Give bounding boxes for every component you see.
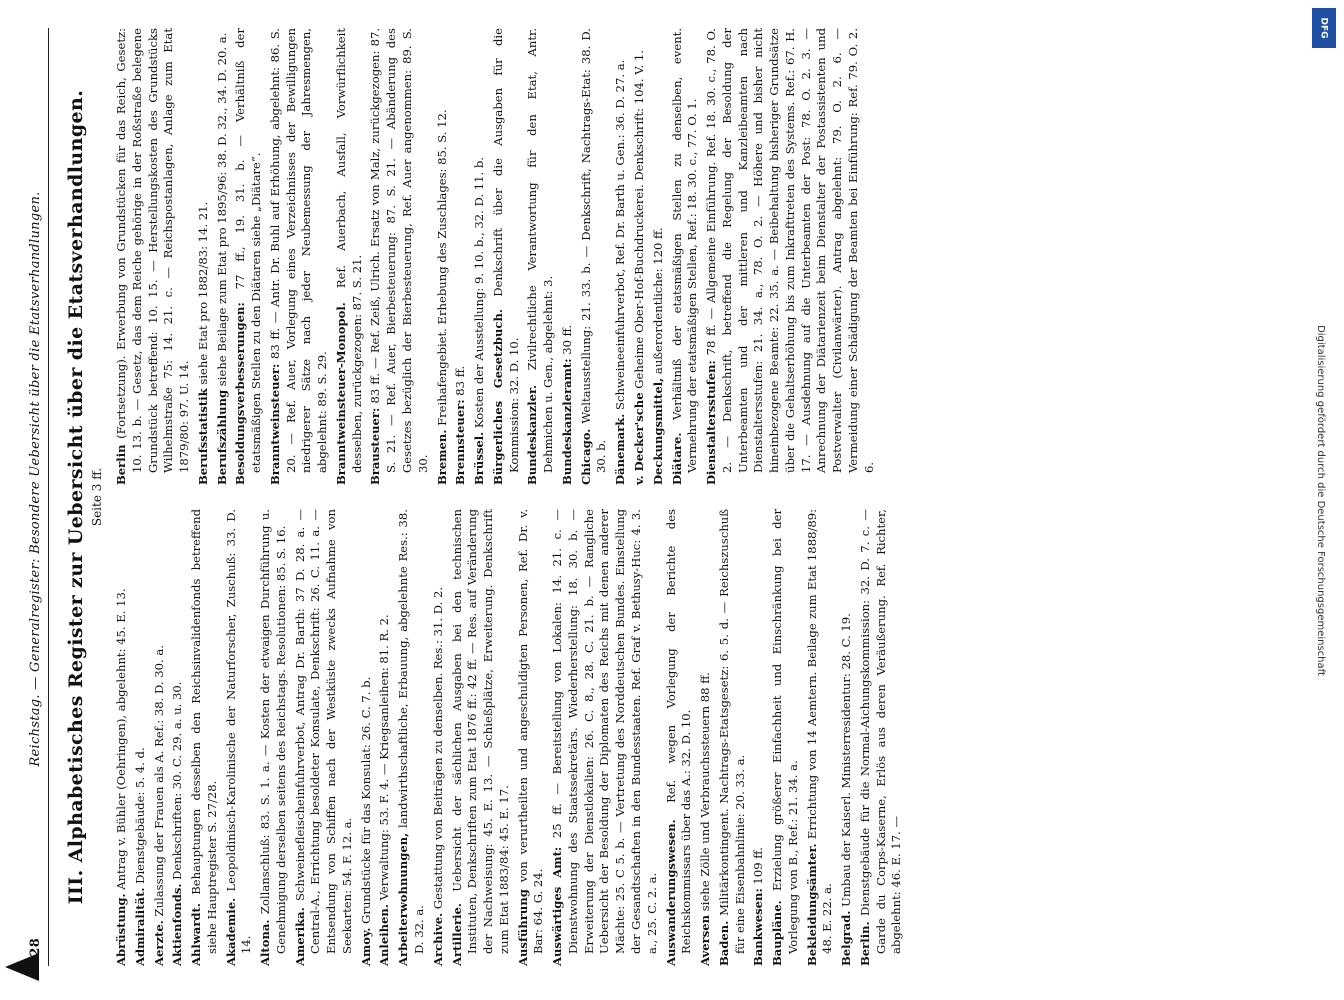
entry-text: Militärkontingent. Nachtrags-Etatsgesetz: 6. 5. d. — Reichszuschuß für eine Eisenbahnlinie: 20. 33. a. <box>716 509 747 954</box>
register-entry <box>152 509 168 966</box>
entry-keyword: Admiralität. <box>132 887 147 966</box>
register-entry <box>114 28 193 485</box>
register-entry <box>196 28 212 485</box>
entry-keyword: Artillerie. <box>449 903 464 966</box>
register-entry <box>453 28 469 485</box>
register-entry <box>839 509 855 966</box>
entry-keyword: Baden. <box>716 920 731 966</box>
register-entry <box>170 509 186 966</box>
register-entry <box>491 28 523 485</box>
entry-text: Antrag v. Bühler (Oehringen), abgelehnt: 45. E. 13. <box>114 588 128 890</box>
entry-keyword: Aktienfonds. <box>170 883 185 966</box>
entry-text: 83 ff. <box>453 365 468 396</box>
register-entry <box>670 28 702 485</box>
entry-keyword: Bankwesen: <box>751 888 766 966</box>
entry-text: Kosten der Ausstellung: 9. 10. b., 32. D. 11. b. <box>472 157 487 429</box>
left-column <box>114 509 908 966</box>
register-entry <box>431 509 447 966</box>
entry-keyword: Bundeskanzleramt: <box>559 358 574 485</box>
entry-keyword: Akademie. <box>223 897 238 966</box>
register-entry <box>698 509 714 966</box>
entry-keyword: Ausführung <box>515 889 530 966</box>
entry-text: 78 ff. — Allgemeine Einführung. Ref. 18. 30. c., 78. O. 2. — Denkschrift, betreffend die Regelung der Besoldung der Unterbeamten und der mittleren und Kanzleibeamten nach Dienstaltersstufen: 21. 34. a., 78. O. 2. — Höhere und bisher nicht hineinbezogene Beamte: 22. 35. a. — Beibehaltung bisheriger Grundsätze über die Gehaltserhöhung bis zum Inkrafttreten des Systems. Ref.: 67. H. 17. — Ausdehnung auf die Unterbeamten der Post: 78. O. 2. 3. — Anrechnung der Diätarienzeit beim Dienstalter der Postassistenten und Postverwalter (Civilanwärter). Antrag abgelehnt: 79. O. 2. 6. — Vermeidung einer Schädigung der Beamten bei Einführung: Ref. 79. O. 2. 6. <box>704 28 876 473</box>
entry-text: Ref. wegen Vorlegung der Berichte des Reichskommissars über das A.: 32. D. 10. <box>663 508 694 954</box>
entry-text: Schweineeinfuhrverbot, Ref. Dr. Barth u. Gen.: 36. D. 27. a. <box>613 59 628 410</box>
entry-text: Grundstücke für das Konsulat: 26. C. 7. b. <box>358 676 373 924</box>
entry-keyword: Belgrad. <box>839 910 854 966</box>
register-entry <box>717 509 749 966</box>
register-entry <box>704 28 877 485</box>
entry-keyword: Amerika. <box>292 907 307 966</box>
entry-text: 83 ff. — Antr. Dr. Buhl auf Erhöhung, abgelehnt: 86. S. 20. — Ref. Auer, Vorlegung eines Verzeichnisses der Bewilligungen niedrigerer Sätze nach jeder Neubemessung der Jahresmengen, abgelehnt: 89. S. 29. <box>267 28 330 473</box>
entry-keyword: Deckungsmittel, <box>650 377 665 485</box>
entry-keyword: Auswanderungswesen. <box>663 819 678 966</box>
entry-text: Verwaltung: 53. F. 4. — Kriegsanleihen: 81. R. 2. <box>377 614 392 901</box>
digitization-note <box>1300 0 1340 1000</box>
entry-keyword: Diätare. <box>669 432 684 485</box>
register-entry <box>233 28 265 485</box>
register-entry <box>613 28 629 485</box>
entry-text: Dienstgebäude: 5. 4. d. <box>132 747 147 884</box>
register-entry <box>751 509 767 966</box>
entry-text: Schweinefleischeinfuhrverbot, Antrag Dr. Barth: 37 D. 28. a. — Central-A., Errichtung besoldeter Konsulate, Denkschrift: 26. C. 11. a. — Entsendung von Schiffen nach der Westküste zwecks Aufnahme von Seekarten: 54. F. 12. a. <box>292 509 354 954</box>
entry-text: Umbau der Kaiserl. Ministerresidentur: 28. C. 19. <box>839 613 854 907</box>
section-subtitle: Seite 3 ff. <box>90 467 104 527</box>
entry-text: 25 ff. — Bereitstellung von Lokalen: 14. 21. c. — Dienstwohnung des Staatssekretärs. Wiederherstellung: 18. 30. b. — Erweiterung der Dienstlokalien: 26. C. 8., 28. C. 21. b. — Rangliche Uebersicht der Besoldung der Diplomaten des Reichs mit denen anderer Mächte: 25. C 5. b. — Vertretung des Norddeutschen Bundes. Einstellung der Gesandtschaften in den Bundesstaaten. Ref. Graf v. Bethusy-Huc: 4. 3. a., 25. C. 2. a. <box>550 508 659 954</box>
entry-text: Verhältniß der etatsmäßigen Stellen zu denselben, event. Vermehrung der etatsmäßigen Stellen, Ref.: 18. 30. c., 77. O. 1. <box>669 27 700 473</box>
register-entry <box>516 509 548 966</box>
register-columns <box>114 28 908 966</box>
register-entry <box>579 28 611 485</box>
entry-text: siehe Etat pro 1882/83: 14. 21. <box>195 201 210 385</box>
register-entry <box>550 509 660 966</box>
entry-text: (Fortsetzung). Erwerbung von Grundstücken für das Reich, Gesetz: 10. 13. b. — Gesetz, das dem Reiche gehörige in der Roßstraße belegene Grundstück betreffend: 10. 15. — Herstellungskosten des Grundstücks Wilhelmstraße 75: 14. 21. c. — Reichspostanlagen, Anlage zum Etat 1879/80: 97. U. 14. <box>114 27 192 473</box>
entry-text: Freihafengebiet. Erhebung des Zuschlages: 85. S. 12. <box>434 109 449 426</box>
register-entry <box>664 509 696 966</box>
register-entry <box>368 28 431 485</box>
entry-text: Uebersicht der sächlichen Ausgaben bei den technischen Instituten, Denkschriften zum Etat 1876 ff.: 42 ff. — Res. auf Veränderung der Nachweisung: 45. E. 13. — Schießplätze, Erweiterung. Denkschrift zum Etat 1883/84: 45. E. 17. <box>449 508 511 954</box>
entry-keyword: Anleihen. <box>377 904 392 966</box>
entry-keyword: Bekleidungsämter. <box>804 843 819 966</box>
entry-text: Zulassung der Frauen als A. Ref.: 38. D. 30. a. <box>151 645 166 917</box>
page-number: 128 <box>27 937 43 966</box>
right-column <box>114 28 908 485</box>
entry-keyword: Baupläne. <box>770 900 785 966</box>
register-entry <box>377 509 393 966</box>
dfg-logo: DFG <box>1312 8 1336 48</box>
entry-text: Zollanschluß: 83. S. 1. a. — Kosten der etwaigen Durchführung u. Genehmigung derselben seitens des Reichstags. Resolutionen: 85. S. 16. <box>258 509 288 954</box>
entry-text: Geheime Ober-Hof-Buchdruckerei. Denkschrift: 104. V. 1. <box>631 50 646 389</box>
register-entry <box>258 509 290 966</box>
entry-keyword: Arbeiterwohnungen, <box>396 832 411 966</box>
entry-keyword: Branntweinsteuer-Monopol. <box>333 302 348 485</box>
entry-keyword: Aerzte. <box>151 920 166 966</box>
entry-text: 83 ff. — Ref. Zeiß, Ulrich. Ersatz von Malz, zurückgezogen: 87. S. 21. — Ref. Auer, Bierbesteuerung: 87. S. 21. — Abänderung des Gesetzes bezüglich der Bierbesteuerung, Ref. Auer angenommen: 89. S. 30. <box>368 27 430 473</box>
entry-keyword: Amoy. <box>358 927 373 966</box>
page-header <box>22 28 49 966</box>
entry-text: Erzielung größerer Einfachheit und Einschränkung bei der Vorlegung von B., Ref.: 21. 34. a. <box>770 508 800 954</box>
register-entry <box>472 28 488 485</box>
entry-keyword: v. Decker'sche <box>631 392 646 485</box>
entry-keyword: Chicago. <box>578 428 593 485</box>
entry-text: Zivilrechtliche Verantwortung für den Etat, Antr. Dehmichen u. Gen., abgelehnt: 3. <box>525 28 556 473</box>
register-entry <box>268 28 331 485</box>
entry-text: landwirthschaftliche, Erbauung, abgelehnte Res.: 38. D. 32. a. <box>396 509 427 954</box>
entry-text: Dienstgebäude für die Normal-Aichungskommission: 32. D. 7. c. — Garde du Corps-Kaserne, Erlös aus deren Veräußerung. Ref. Richter, abgelehnt: 46. E. 17. — <box>857 509 904 954</box>
register-entry <box>805 509 837 966</box>
register-entry <box>293 509 356 966</box>
entry-keyword: Archive. <box>430 912 445 966</box>
entry-text: von verurtheilten und angeschuldigten Personen, Ref. Dr. v. Bar: 64. G. 24. <box>515 508 546 954</box>
entry-keyword: Aversen <box>698 914 713 966</box>
entry-keyword: Dänemark. <box>613 413 628 485</box>
entry-text: Gestattung von Beiträgen zu denselben. Res.: 31. D. 2. <box>430 586 445 910</box>
entry-keyword: Ahlwardt. <box>189 903 204 966</box>
entry-text: siehe Beilage zum Etat pro 1895/96: 38. D. 32., 34. D. 20. a. <box>214 32 229 387</box>
running-head: Reichstag. — Generalregister: Besondere Uebersicht über die Etatsverhandlungen. <box>27 191 43 767</box>
entry-keyword: Bürgerliches Gesetzbuch. <box>490 309 505 485</box>
register-entry <box>858 509 905 966</box>
entry-keyword: Bundeskanzler. <box>525 384 540 485</box>
entry-text: 30 ff. <box>559 324 574 355</box>
entry-keyword: Berufszählung <box>214 389 229 485</box>
register-entry <box>396 509 428 966</box>
entry-keyword: Berufsstatistik <box>195 388 210 485</box>
entry-text: siehe Zölle und Verbrauchssteuern 88 ff. <box>698 672 713 912</box>
entry-text: Leopoldinisch-Karolinische der Naturforscher, Zuschuß: 33. D. 14. <box>223 508 254 954</box>
register-entry <box>770 509 802 966</box>
entry-keyword: Bremen. <box>434 429 449 485</box>
entry-keyword: Altona. <box>258 919 273 966</box>
register-entry <box>651 28 667 485</box>
entry-text: Denkschrift über die Ausgaben für die Kommission: 32. D. 10. <box>490 28 521 473</box>
register-entry <box>525 28 557 485</box>
entry-text: 109 ff. <box>751 847 766 885</box>
register-entry <box>359 509 375 966</box>
entry-text: 77 ff., 19. 31. b. — Verhältniß der etatsmäßigen Stellen zu den Diätaren siehe „Diätare“. <box>233 28 264 473</box>
entry-keyword: Branntweinsteuer: <box>267 363 282 485</box>
digitization-note-text: Digitalisierung gefördert durch die Deutsche Forschungsgemeinschaft <box>1314 324 1326 676</box>
entry-keyword: Berlin <box>114 444 128 485</box>
entry-keyword: Abrüstung. <box>114 893 128 966</box>
entry-text: Ref. Auerbach, Ausfall, Vorwürflichkeit desselben, zurückgezogen: 87. S. 21. <box>333 28 364 473</box>
section-title: III. Alphabetisches Register zur Uebersicht über die Etatsverhandlungen. <box>65 89 87 905</box>
entry-keyword: Besoldungsverbesserungen: <box>233 302 248 485</box>
entry-keyword: Dienstaltersstufen: <box>704 360 719 485</box>
register-entry <box>560 28 576 485</box>
register-entry <box>133 509 149 966</box>
entry-keyword: Brausteuer: <box>368 407 383 485</box>
register-entry <box>224 509 256 966</box>
entry-keyword: Brüssel. <box>472 431 487 485</box>
entry-text: Behauptungen desselben den Reichsinvalidenfonds betreffend siehe Hauptregister S. 27/28. <box>189 508 219 954</box>
entry-text: außerordentliche: 120 ff. <box>650 227 665 375</box>
register-entry <box>450 509 513 966</box>
register-entry <box>114 509 130 966</box>
entry-text: Weltausstellung: 21. 33. b. — Denkschrift, Nachtrags-Etat: 38. D. 30. b. <box>578 28 609 473</box>
register-entry <box>189 509 221 966</box>
entry-text: Denkschriften: 30. C. 29. a. u. 30. <box>170 681 185 880</box>
register-entry <box>334 28 366 485</box>
entry-keyword: Brennsteuer: <box>453 399 468 485</box>
entry-keyword: Auswärtiges Amt: <box>550 846 565 966</box>
entry-keyword: Berlin. <box>857 921 872 966</box>
register-entry <box>632 28 648 485</box>
entry-text: Errichtung von 14 Aemtern. Beilage zum Etat 1888/89: 48. E. 22. a. <box>804 508 835 954</box>
register-entry <box>435 28 451 485</box>
register-entry <box>215 28 231 485</box>
